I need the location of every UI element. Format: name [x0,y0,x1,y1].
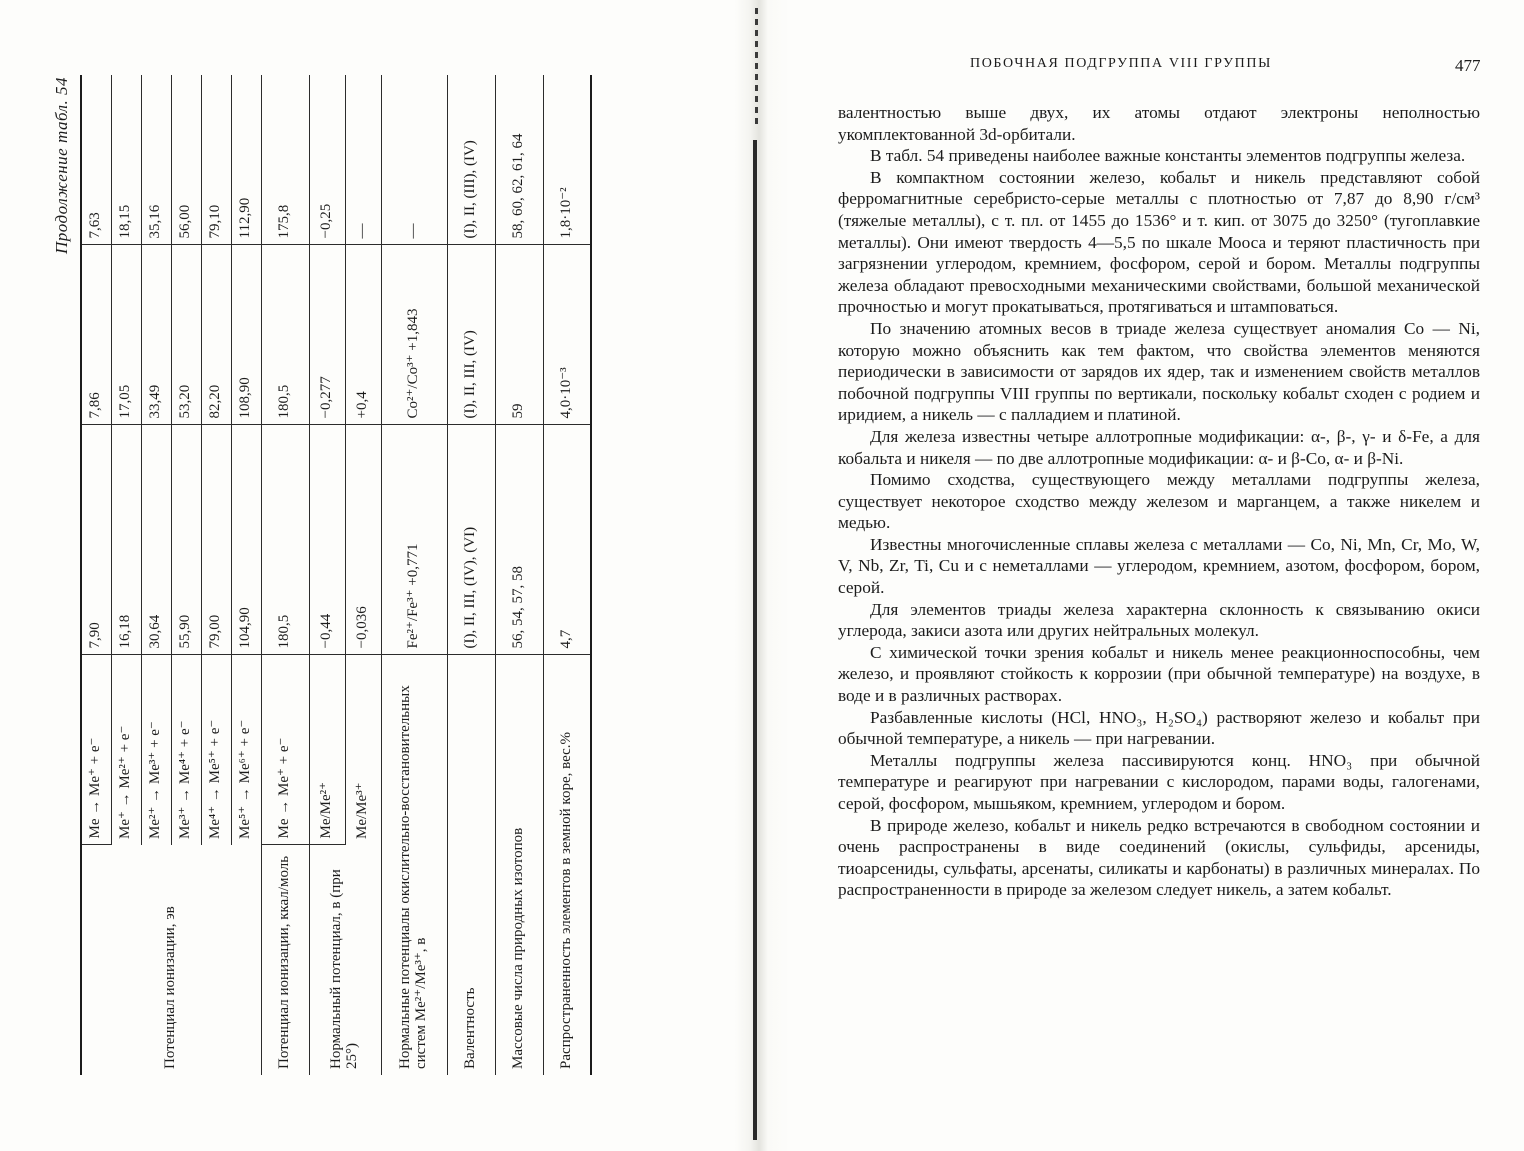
value-co: 17,05 [111,245,141,425]
value-co: 33,49 [141,245,171,425]
row-sublabel: Me²⁺ → Me³⁺ + e⁻ [141,655,171,845]
paragraph: Для элементов триады железа характерна склонность к связыванию окиси углерода, закиси азота или других нейтральных молекул. [838,599,1480,641]
row-label: Нормальный потенциал, в (при 25°) [309,845,381,1075]
value-fe: 55,90 [171,425,201,655]
value-fe: 180,5 [261,425,309,655]
value-ni: 58, 60, 62, 61, 64 [495,75,543,245]
value-co: 82,20 [201,245,231,425]
value-ni: 1,8·10⁻² [543,75,591,245]
row-sublabel: Me/Me²⁺ [309,655,345,845]
paragraph: Известны многочисленные сплавы железа с металлами — Co, Ni, Mn, Cr, Mo, W, V, Nb, Zr, Ti, Cu и с неметаллами — углеродом, кремнием, азотом, фосфором, бором, серой. [838,534,1480,598]
row-label: Валентность [447,655,495,1075]
table-row [495,75,543,1075]
value-ni: 18,15 [111,75,141,245]
table-row [543,75,591,1075]
value-ni: — [345,75,381,245]
value-fe: −0,44 [309,425,345,655]
value-fe: Fe²⁺/Fe³⁺ +0,771 [381,425,447,655]
paragraph: С химической точки зрения кобальт и никель менее реакционноспособны, чем железо, и проявляют стойкость к коррозии (при обычной температуре) на воздухе, в воде и в различных растворах. [838,642,1480,706]
row-sublabel: Me⁺ → Me²⁺ + e⁻ [111,655,141,845]
value-ni: 79,10 [201,75,231,245]
value-fe: 30,64 [141,425,171,655]
row-sublabel: Me → Me⁺ + e⁻ [261,655,309,845]
left-page [0,0,735,1151]
table-row [309,75,345,1075]
value-co: 53,20 [171,245,201,425]
value-co: Co²⁺/Co³⁺ +1,843 [381,245,447,425]
value-co: 108,90 [231,245,261,425]
value-fe: −0,036 [345,425,381,655]
row-sublabel: Me⁵⁺ → Me⁶⁺ + e⁻ [231,655,261,845]
value-fe: 79,00 [201,425,231,655]
paragraph: Помимо сходства, существующего между металлами подгруппы железа, существует некоторое сходство между железом и марганцем, а также никелем и медью. [838,470,1480,533]
table-row [447,75,495,1075]
value-fe: 104,90 [231,425,261,655]
value-ni: — [381,75,447,245]
value-co: 59 [495,245,543,425]
table-row [81,75,111,1075]
paragraph: По значению атомных весов в триаде железа существует аномалия Co — Ni, которую можно объяснить как тем фактом, что свойства элементов меняются периодически в зависимости от зарядов их ядер, так и изменением свойств металлов побочной подгруппы VIII группы по вертикали, поскольку кобальт сходен с родием и иридием, а никель — с палладием и платиной. [838,318,1480,425]
value-co: (I), II, III, (IV) [447,245,495,425]
value-co: 180,5 [261,245,309,425]
value-fe: 16,18 [111,425,141,655]
page-number: 477 [1455,56,1481,75]
row-label: Массовые числа природных изотопов [495,655,543,1075]
paragraph: Разбавленные кислоты (HCl, HNO₃, H₂SO₄) растворяют железо и кобальт при обычной температуре, а никель — при нагревании. [838,707,1480,749]
value-co: −0,277 [309,245,345,425]
value-fe: 4,7 [543,425,591,655]
row-sublabel: Me⁴⁺ → Me⁵⁺ + e⁻ [201,655,231,845]
paragraph: Металлы подгруппы железа пассивируются конц. HNO₃ при обычной температуре и реагируют при нагревании с кислородом, парами воды, галогенами, серой, фосфором, мышьяком, кремнием, углеродом и бором. [838,750,1480,813]
row-label: Распространенность элементов в земной коре, вес.% [543,655,591,1075]
value-co: 4,0·10⁻³ [543,245,591,425]
value-ni: −0,25 [309,75,345,245]
paragraph: В компактном состоянии железо, кобальт и никель представляют собой ферромагнитные серебристо-серые металлы с плотностью от 7,87 до 8,90 г/см³ (тяжелые металлы), с т. пл. от 1455 до 1536° и т. кип. от 3075 до 3250° (тугоплавкие металлы). Они имеют твердость 4—5,5 по шкале Мооса и теряют пластичность при загрязнении углеродом, кремнием, фосфором, серой и бором. Металлы подгруппы железа обладают превосходными механическими свойствами, большой механической прочностью и могут прокатываться, протягиваться и штамповаться. [838,167,1480,317]
paragraph: В табл. 54 приведены наиболее важные константы элементов подгруппы железа. [870,146,1466,166]
row-label: Потенциал ионизации, ккал/моль [261,845,309,1075]
rotated-table-block [50,75,690,1075]
value-co: 7,86 [81,245,111,425]
body-text [838,102,1480,901]
value-fe: (I), II, III, (IV), (VI) [447,425,495,655]
binding-edge [753,140,757,1140]
value-ni: (I), II, (III), (IV) [447,75,495,245]
constants-table [80,75,592,1075]
row-label: Потенциал ионизации, эв [81,845,261,1075]
running-head: ПОБОЧНАЯ ПОДГРУППА VIII ГРУППЫ [970,56,1272,71]
table-row [381,75,447,1075]
binding-thread [755,8,758,128]
row-sublabel: Me³⁺ → Me⁴⁺ + e⁻ [171,655,201,845]
paragraph: В природе железо, кобальт и никель редко встречаются в свободном состоянии и очень распространены в виде соединений (окислы, сульфиды, арсениды, тиоарсениды, сульфаты, арсенаты, силикаты и карбонаты) в различных минералах. По распространенности в природе за железом следует никель, а затем кобальт. [838,815,1480,900]
book-gutter [735,0,790,1151]
value-ni: 112,90 [231,75,261,245]
value-ni: 56,00 [171,75,201,245]
value-fe: 56, 54, 57, 58 [495,425,543,655]
value-ni: 35,16 [141,75,171,245]
table-row [261,75,309,1075]
value-ni: 7,63 [81,75,111,245]
row-label: Нормальные потенциалы окислительно-восстановительных систем Me²⁺/Me³⁺, в [381,655,447,1075]
paragraph: валентностью выше двух, их атомы отдают электроны неполностью укомплектованной 3d-орбитали. [838,103,1480,144]
value-fe: 7,90 [81,425,111,655]
value-ni: 175,8 [261,75,309,245]
right-page [790,0,1524,1151]
paragraph: Для железа известны четыре аллотропные модификации: α-, β-, γ- и δ-Fe, а для кобальта и никеля — по две аллотропные модификации: α- и β-Co, α- и β-Ni. [838,426,1480,468]
table-caption: Продолжение табл. 54 [52,77,71,255]
value-co: +0,4 [345,245,381,425]
row-sublabel: Me/Me³⁺ [345,655,381,845]
row-sublabel: Me → Me⁺ + e⁻ [81,655,111,845]
